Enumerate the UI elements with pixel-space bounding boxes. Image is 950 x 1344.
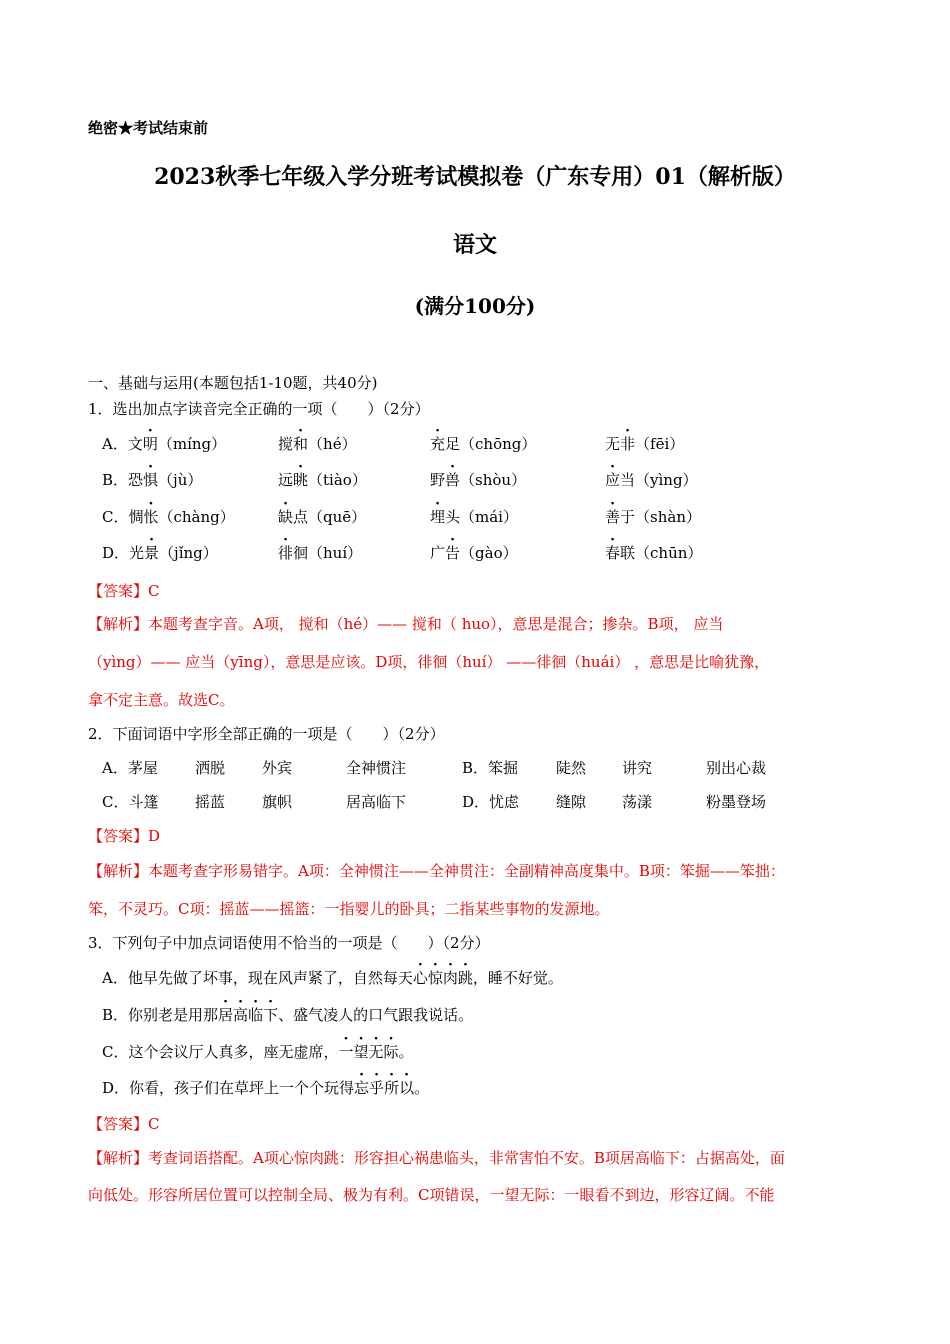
q2-option-word: 陡然 [556,759,587,777]
q1-analysis-2: （yìng）—— 应当（yīng），意思是应该。D项，徘徊（huí） ——徘徊（huái） ，意思是比喻犹豫， [88,653,770,671]
full-score: (满分100分) [414,294,536,318]
dotted-char: 明 [142,435,158,453]
dotted-char: 非 [620,435,636,453]
option-text: 头（mái） [445,508,518,526]
option-text: （hé） [308,435,357,453]
q2-option-word: 粉墨登场 [706,793,767,811]
q1-option-cell [605,542,702,563]
dotted-char: 无 [368,1043,384,1061]
dotted-char: 缺 [278,508,294,526]
option-text: （jù） [158,471,203,489]
dotted-char: 和 [293,435,309,453]
q2-answer [88,825,160,846]
dotted-char: 临 [248,1006,264,1024]
q1-option-cell [102,542,218,563]
q1-answer [88,580,160,601]
q2-option-word: A．茅屋 [102,759,158,777]
dotted-char: 以 [399,1079,415,1097]
option-text: 远 [278,471,294,489]
dotted-char: 惧 [143,471,159,489]
dotted-char: 徘 [278,544,294,562]
dotted-char: 惊 [427,969,443,987]
q2-option-word: 旗帜 [262,793,293,811]
option-text: （míng） [157,435,227,453]
q1-option-cell [278,433,357,454]
q1-option-cell [605,469,698,490]
q2-option-word: 讲究 [622,759,653,777]
option-text: （jǐng） [159,544,218,562]
q3-analysis-1 [88,1147,785,1168]
subject-title: 语文 [452,232,497,258]
section-heading: 一、基础与运用(本题包括1-10题，共40分) [88,374,378,392]
option-text: 。 [398,1043,414,1061]
q3-option [102,1004,473,1025]
option-text: 足（chōng） [445,435,537,453]
q2-option-word: 居高临下 [346,793,407,811]
option-text: B．恐 [102,471,144,489]
analysis-tag: 【解析】 [88,615,149,633]
analysis-text: 考查词语搭配。A项心惊肉跳：形容担心祸患临头，非常害怕不安。B项居高临下：占据高处，面 [148,1149,785,1167]
option-text: 广 [430,544,446,562]
dotted-char: 心 [412,969,428,987]
q1-analysis-3: 拿不定主意。故选C。 [88,691,235,709]
dotted-char: 春 [605,544,621,562]
dotted-char: 下 [263,1006,279,1024]
q1-option-cell [278,469,367,490]
q2-option-word: 荡漾 [622,793,653,811]
option-text: 。 [414,1079,430,1097]
dotted-char: 埋 [430,508,446,526]
answer-tag: 【答案】 [88,1115,149,1133]
option-text: A．文 [102,435,143,453]
q1-option-cell [605,506,701,527]
dotted-char: 际 [383,1043,399,1061]
q1-option-cell [430,433,536,454]
option-text: （chàng） [158,508,235,526]
q2-option-word: B．笨掘 [462,759,519,777]
exam-title: 2023秋季七年级入学分班考试模拟卷（广东专用）01（解析版） [154,164,796,190]
dotted-char: 所 [384,1079,400,1097]
analysis-text: 本题考查字形易错字。A项：全神惯注——全神贯注：全副精神高度集中。B项：笨掘——笨拙： [148,862,785,880]
q2-option-word: 全神惯注 [346,759,407,777]
q1-option-cell [102,506,235,527]
q1-option-cell [278,506,366,527]
option-text: 徊（huí） [293,544,363,562]
dotted-char: 眺 [293,471,309,489]
option-text: 、盛气凌人的口气跟我说话。 [278,1006,474,1024]
analysis-tag: 【解析】 [88,1149,149,1167]
option-text: D．你看，孩子们在草坪上一个个玩得 [102,1079,355,1097]
q3-option [102,967,563,988]
dotted-char: 肉 [442,969,458,987]
option-text: A．他早先做了坏事，现在风声紧了，自然每天 [102,969,413,987]
option-text: 搅 [278,435,294,453]
q3-answer [88,1113,160,1134]
q2-analysis-1 [88,860,785,881]
dotted-char: 高 [233,1006,249,1024]
analysis-text: 本题考查字音。A项， 搅和（hé）—— 搅和（ huo），意思是混合；掺杂。B项， 应当 [148,615,724,633]
q2-option-word: 缝隙 [556,793,587,811]
dotted-char: 充 [430,435,446,453]
q1-option-cell [605,433,684,454]
dotted-char: 景 [144,544,160,562]
option-text: （tiào） [308,471,367,489]
option-text: （gào） [460,544,518,562]
q2-option-word: D．忧虑 [462,793,520,811]
q2-analysis-2: 笨，不灵巧。C项：摇蓝——摇篮：一指婴儿的卧具；二指某些事物的发源地。 [88,900,610,918]
q1-option-cell [430,542,518,563]
q3-analysis-2: 向低处。形容所居位置可以控制全局、极为有利。C项错误，一望无际：一眼看不到边，形容辽阔。不能 [88,1186,775,1204]
secret-label: 绝密★考试结束前 [88,119,209,137]
dotted-char: 跳 [457,969,473,987]
q1-option-cell [278,542,362,563]
answer-value: C [148,582,160,600]
dotted-char: 望 [353,1043,369,1061]
option-text: （shòu） [460,471,527,489]
q2-stem: 2．下面词语中字形全部正确的一项是（ ）（2分） [88,725,445,743]
answer-tag: 【答案】 [88,827,149,845]
option-text: C．惆 [102,508,144,526]
dotted-char: 忘 [354,1079,370,1097]
q1-option-cell [102,433,226,454]
dotted-char: 一 [338,1043,354,1061]
option-text: ，睡不好觉。 [472,969,563,987]
answer-value: D [148,827,161,845]
option-text: C．这个会议厅人真多，座无虚席， [102,1043,339,1061]
answer-tag: 【答案】 [88,582,149,600]
dotted-char: 居 [218,1006,234,1024]
q3-option [102,1041,414,1062]
q1-option-cell [102,469,202,490]
dotted-char: 乎 [369,1079,385,1097]
option-text: 于（shàn） [620,508,701,526]
q1-analysis-1 [88,613,723,634]
option-text: 联（chūn） [620,544,703,562]
answer-value: C [148,1115,160,1133]
option-text: 野 [430,471,446,489]
option-text: 点（quē） [293,508,367,526]
q3-option [102,1077,429,1098]
option-text: 当（yìng） [620,471,698,489]
q1-stem: 1．选出加点字读音完全正确的一项（ ）（2分） [88,400,430,418]
q2-option-word: 洒脱 [195,759,226,777]
dotted-char: 善 [605,508,621,526]
q1-option-cell [430,469,526,490]
q1-option-cell [430,506,518,527]
dotted-char: 告 [445,544,461,562]
q3-stem: 3．下列句子中加点词语使用不恰当的一项是（ ）（2分） [88,934,490,952]
option-text: B．你别老是用那 [102,1006,219,1024]
option-text: （fēi） [635,435,685,453]
dotted-char: 兽 [445,471,461,489]
option-text: D．光 [102,544,145,562]
q2-option-word: 外宾 [262,759,293,777]
analysis-tag: 【解析】 [88,862,149,880]
q2-option-word: 摇蓝 [195,793,226,811]
q2-option-word: 别出心裁 [706,759,767,777]
q2-option-word: C．斗篷 [102,793,159,811]
option-text: 无 [605,435,621,453]
dotted-char: 应 [605,471,621,489]
dotted-char: 怅 [143,508,159,526]
